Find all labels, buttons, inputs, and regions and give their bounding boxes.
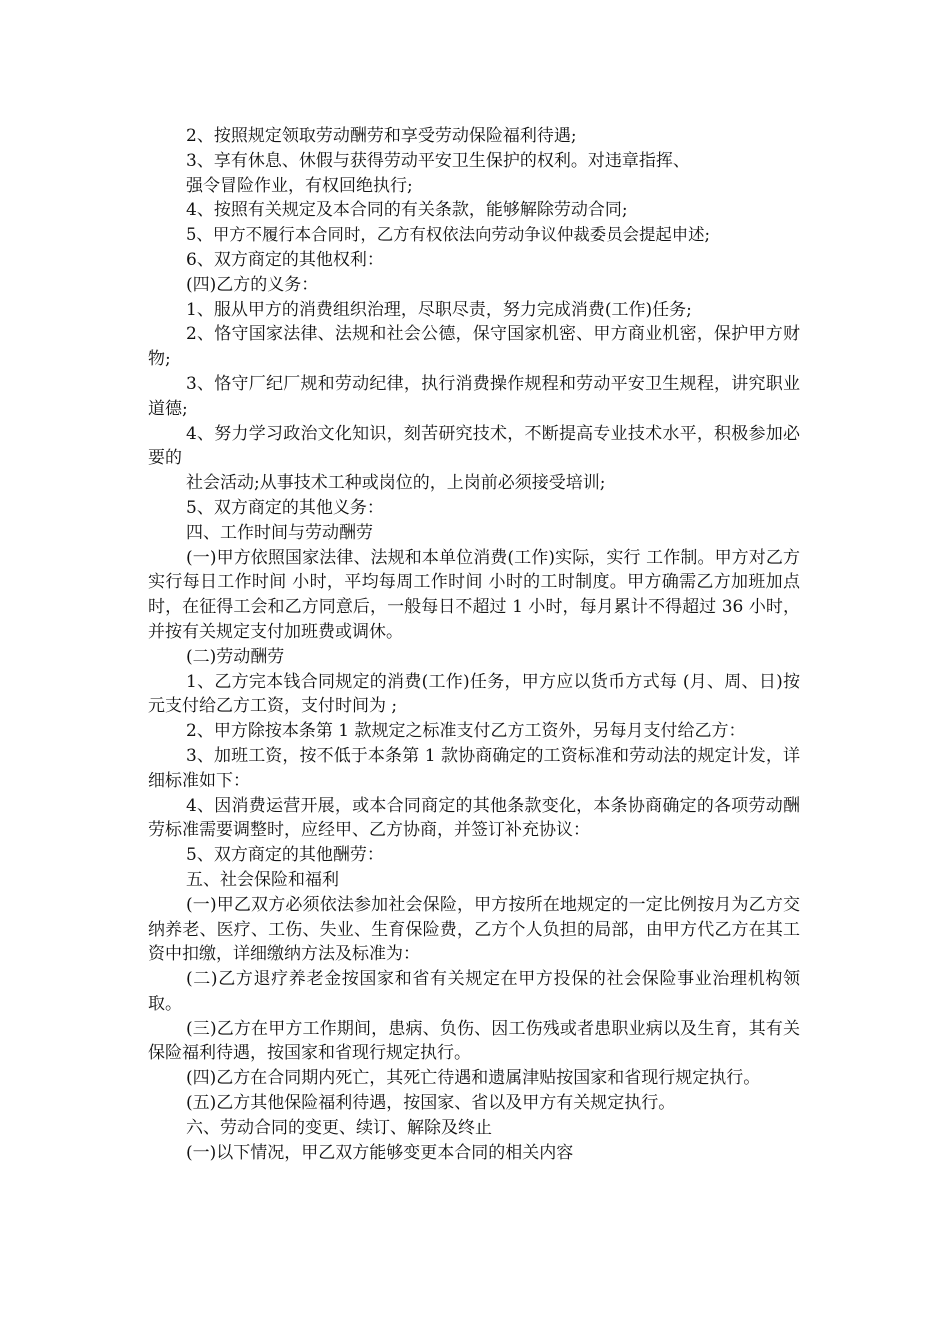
- paragraph: (四)乙方在合同期内死亡，其死亡待遇和遗属津贴按国家和省现行规定执行。: [186, 1068, 761, 1089]
- paragraph: 5、双方商定的其他义务：: [186, 497, 384, 518]
- section-heading: 六、劳动合同的变更、续订、解除及终止: [186, 1117, 492, 1138]
- section-heading: 四、工作时间与劳动酬劳: [186, 522, 373, 543]
- paragraph: 4、因消费运营开展，或本合同商定的其他条款变化，本条协商确定的各项劳动酬劳标准需要调整时，应经甲、乙方协商，并签订补充协议：: [148, 795, 800, 841]
- section-heading: (四)乙方的义务：: [186, 274, 319, 295]
- paragraph: (一)甲乙双方必须依法参加社会保险，甲方按所在地规定的一定比例按月为乙方交纳养老、医疗、工伤、失业、生育保险费，乙方个人负担的局部，由甲方代乙方在其工资中扣缴，详细缴纳方法及标准为：: [148, 894, 800, 965]
- paragraph: 4、按照有关规定及本合同的有关条款，能够解除劳动合同;: [186, 200, 628, 221]
- paragraph: 5、双方商定的其他酬劳：: [186, 845, 384, 866]
- paragraph: 社会活动;从事技术工种或岗位的，上岗前必须接受培训;: [186, 473, 606, 494]
- paragraph: 1、服从甲方的消费组织治理，尽职尽责，努力完成消费(工作)任务;: [186, 299, 692, 320]
- paragraph: 3、恪守厂纪厂规和劳动纪律，执行消费操作规程和劳动平安卫生规程，讲究职业道德;: [148, 373, 800, 419]
- section-heading: 五、社会保险和福利: [186, 869, 339, 890]
- paragraph: 2、甲方除按本条第 1 款规定之标准支付乙方工资外，另每月支付给乙方：: [186, 721, 746, 742]
- paragraph: 1、乙方完本钱合同规定的消费(工作)任务，甲方应以货币方式每 (月、周、日)按 元支付给乙方工资，支付时间为 ;: [148, 671, 800, 717]
- paragraph: (三)乙方在甲方工作期间，患病、负伤、因工伤残或者患职业病以及生育，其有关保险福利待遇，按国家和省现行规定执行。: [148, 1018, 800, 1064]
- paragraph: 6、双方商定的其他权利：: [186, 249, 384, 270]
- paragraph: (五)乙方其他保险福利待遇，按国家、省以及甲方有关规定执行。: [186, 1093, 676, 1114]
- paragraph: (一)以下情况，甲乙双方能够变更本合同的相关内容: [186, 1142, 574, 1163]
- paragraph: 强令冒险作业，有权回绝执行;: [186, 175, 413, 196]
- paragraph: (一)甲方依照国家法律、法规和本单位消费(工作)实际，实行 工作制。甲方对乙方实行每日工作时间 小时，平均每周工作时间 小时的工时制度。甲方确需乙方加班加点时，在征得工会和乙方同意后，一般每日不超过 1 小时，每月累计不得超过 36 小时，并按有关规定支付加班费或调休。: [148, 547, 800, 642]
- paragraph: 3、加班工资，按不低于本条第 1 款协商确定的工资标准和劳动法的规定计发，详细标准如下：: [148, 745, 800, 791]
- paragraph: 4、努力学习政治文化知识，刻苦研究技术，不断提高专业技术水平，积极参加必要的: [148, 423, 800, 469]
- paragraph: 2、按照规定领取劳动酬劳和享受劳动保险福利待遇;: [186, 126, 577, 146]
- document-body: [148, 124, 800, 1165]
- paragraph: (二)乙方退疗养老金按国家和省有关规定在甲方投保的社会保险事业治理机构领取。: [148, 969, 800, 1014]
- paragraph: 5、甲方不履行本合同时，乙方有权依法向劳动争议仲裁委员会提起申述;: [186, 225, 711, 245]
- paragraph: 3、享有休息、休假与获得劳动平安卫生保护的权利。对违章指挥、: [186, 150, 690, 171]
- paragraph: 2、恪守国家法律、法规和社会公德，保守国家机密、甲方商业机密，保护甲方财物;: [148, 324, 800, 370]
- section-heading: (二)劳动酬劳: [186, 646, 285, 667]
